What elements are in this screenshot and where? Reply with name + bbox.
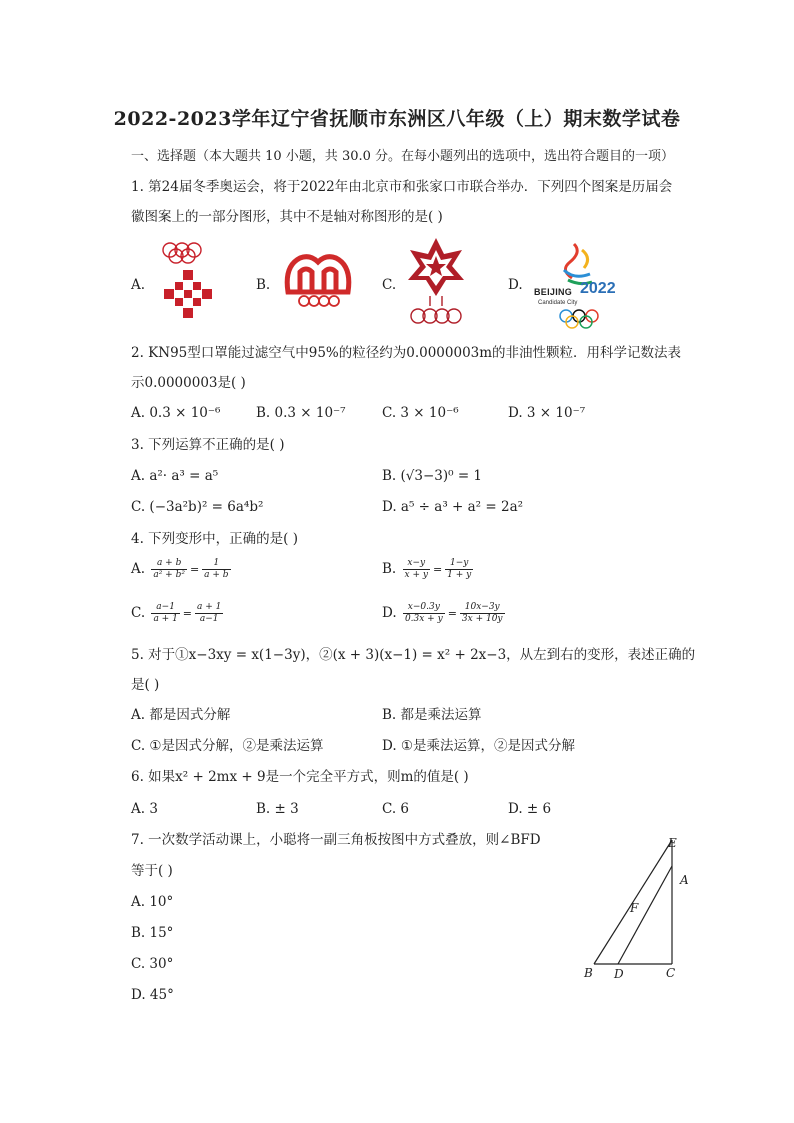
q4-option-b-label: B. xyxy=(382,561,397,577)
section-heading: 一、选择题（本大题共 10 小题，共 30.0 分。在每小题列出的选项中，选出符合题目的一项） xyxy=(131,149,675,164)
q4-option-b xyxy=(382,558,475,581)
equals-sign: = xyxy=(189,562,200,576)
q4-option-a-label: A. xyxy=(131,561,146,577)
denominator: x + y xyxy=(404,570,428,580)
q4-option-c xyxy=(131,602,225,625)
numerator: a + 1 xyxy=(197,602,222,612)
q4-d-fraction-left xyxy=(403,602,445,625)
question-4-stem: 4. 下列变形中，正确的是( ) xyxy=(131,531,298,547)
q6-option-d: D. ± 6 xyxy=(508,801,552,817)
q4-option-d-label: D. xyxy=(382,605,397,621)
q3-option-c: C. (−3a²b)² = 6a⁴b² xyxy=(131,499,264,515)
q7-option-b: B. 15° xyxy=(131,925,174,941)
denominator: 3x + 10y xyxy=(461,614,503,624)
q4-c-fraction-left xyxy=(151,602,179,625)
q5-option-c: C. ①是因式分解，②是乘法运算 xyxy=(131,738,324,754)
equals-sign: = xyxy=(182,606,193,620)
point-label-f: F xyxy=(630,901,639,915)
q5-option-d: D. ①是乘法运算，②是因式分解 xyxy=(382,738,576,754)
numerator: 10x−3y xyxy=(460,602,505,614)
q5-option-b: B. 都是乘法运算 xyxy=(382,707,482,723)
page-title: 2022-2023学年辽宁省抚顺市东洲区八年级（上）期末数学试卷 xyxy=(113,108,681,130)
q2-option-a: A. 0.3 × 10⁻⁶ xyxy=(131,405,221,421)
q4-b-fraction-right xyxy=(445,558,473,581)
q4-c-fraction-right xyxy=(195,602,223,625)
q4-d-fraction-right xyxy=(460,602,505,625)
q7-option-c: C. 30° xyxy=(131,956,174,972)
question-1-line2: 徽图案上的一部分图形，其中不是轴对称图形的是( ) xyxy=(131,209,443,225)
q5-option-a: A. 都是因式分解 xyxy=(131,707,231,723)
numerator: 1 xyxy=(202,558,230,570)
q7-option-a: A. 10° xyxy=(131,894,174,910)
q1-option-d-label: D. xyxy=(508,277,523,293)
point-label-e: E xyxy=(668,836,677,850)
question-7-line1: 7. 一次数学活动课上，小聪将一副三角板按图中方式叠放，则∠BFD xyxy=(131,832,541,848)
q1-option-b-label: B. xyxy=(256,277,271,293)
q6-option-b: B. ± 3 xyxy=(256,801,299,817)
numerator: a + b xyxy=(151,558,187,570)
equals-sign: = xyxy=(447,606,457,620)
q4-a-fraction-right xyxy=(202,558,230,581)
point-label-d: D xyxy=(614,967,624,981)
q6-option-c: C. 6 xyxy=(382,801,410,817)
q4-a-fraction-left xyxy=(151,558,187,581)
logo-d-year-text: 2022 xyxy=(580,280,616,297)
question-5-line2: 是( ) xyxy=(131,677,160,693)
denominator: a + 1 xyxy=(153,614,178,624)
denominator: a² + b² xyxy=(153,570,185,580)
question-2-line1: 2. KN95型口罩能过滤空气中95%的粒径约为0.0000003m的非油性颗粒．用科学记数法表 xyxy=(131,345,682,361)
denominator: a + b xyxy=(204,570,229,580)
q1-option-c-label: C. xyxy=(382,277,397,293)
logo-b-emblem xyxy=(280,246,356,308)
numerator: x−y xyxy=(403,558,430,570)
question-5-line1: 5. 对于①x−3xy = x(1−3y)，②(x + 3)(x−1) = x² + 2x−3，从左到右的变形，表述正确的 xyxy=(131,647,696,663)
question-3-stem: 3. 下列运算不正确的是( ) xyxy=(131,437,285,453)
point-label-a: A xyxy=(680,873,689,887)
numerator: a−1 xyxy=(151,602,179,614)
numerator: x−0.3y xyxy=(403,602,445,614)
question-2-line2: 示0.0000003是( ) xyxy=(131,375,246,391)
q2-option-d: D. 3 × 10⁻⁷ xyxy=(508,405,586,421)
segment-da xyxy=(618,866,672,964)
denominator: 1 + y xyxy=(447,570,472,580)
q4-b-fraction-left xyxy=(403,558,430,581)
q4-option-a xyxy=(131,558,233,581)
q4-option-c-label: C. xyxy=(131,605,146,621)
q3-option-b: B. (√3−3)⁰ = 1 xyxy=(382,468,483,484)
q1-option-a-label: A. xyxy=(131,277,146,293)
q3-option-a: A. a²· a³ = a⁵ xyxy=(131,468,219,484)
point-label-b: B xyxy=(584,966,593,980)
logo-c-emblem xyxy=(404,236,468,330)
question-6-stem: 6. 如果x² + 2mx + 9是一个完全平方式，则m的值是( ) xyxy=(131,769,469,785)
logo-d-candidate-text: Candidate City xyxy=(538,300,578,306)
q2-option-c: C. 3 × 10⁻⁶ xyxy=(382,405,459,421)
denominator: 0.3x + y xyxy=(404,614,443,624)
denominator: a−1 xyxy=(199,614,219,624)
q2-option-b: B. 0.3 × 10⁻⁷ xyxy=(256,405,346,421)
q4-option-d xyxy=(382,602,507,625)
q3-option-d: D. a⁵ ÷ a³ + a² = 2a² xyxy=(382,499,524,515)
question-7-line2: 等于( ) xyxy=(131,863,173,879)
equals-sign: = xyxy=(432,562,443,576)
q6-option-a: A. 3 xyxy=(131,801,158,817)
q7-option-d: D. 45° xyxy=(131,987,174,1003)
logo-a-emblem xyxy=(156,238,222,328)
question-1-line1: 1. 第24届冬季奥运会，将于2022年由北京市和张家口市联合举办．下列四个图案是历届会 xyxy=(131,179,673,195)
point-label-c: C xyxy=(666,966,676,980)
numerator: 1−y xyxy=(445,558,473,570)
logo-d-beijing-text: BEIJING xyxy=(534,287,573,297)
